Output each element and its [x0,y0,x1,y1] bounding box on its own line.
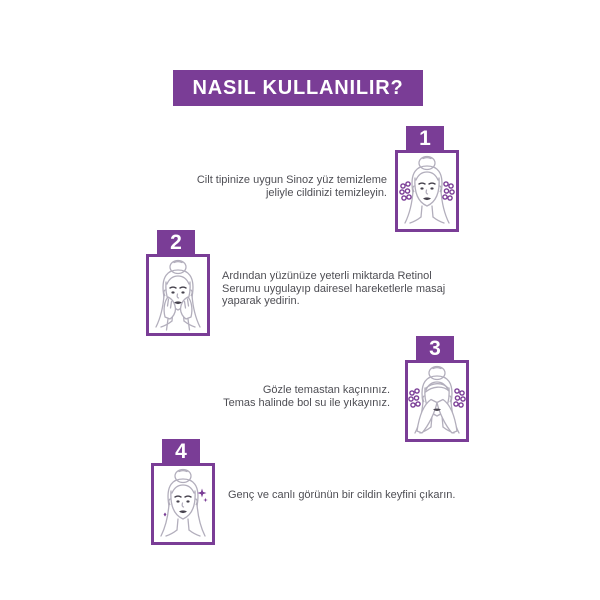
step-3-description [150,384,390,409]
step-text-line: Gözle temastan kaçınınız. [262,384,390,396]
step-1-illustration-frame [395,150,459,232]
woman-covering-eyes-illustration [408,363,466,439]
step-text-line: Temas halinde bol su ile yıkayınız. [223,396,390,409]
woman-massaging-serum-illustration [149,257,207,333]
step-text-line: Genç ve canlı görünün bir cildin keyfini çıkarın. [228,489,456,501]
step-3-illustration-frame [405,360,469,442]
step-text-line: Ardından yüzünüze yeterli miktarda Retinol [222,270,432,282]
step-2-number-badge: 2 [157,230,195,255]
step-2-description [222,270,482,308]
step-1-description [147,174,387,199]
step-4-illustration-frame [151,463,215,545]
step-4-description [228,489,528,502]
page-title: NASIL KULLANILIR? [173,70,423,106]
woman-washing-face-illustration [398,153,456,229]
step-2-illustration-frame [146,254,210,336]
step-text-line: yaparak yedirin. [222,295,300,307]
step-text-line: Serumu uygulayıp dairesel hareketlerle masaj [222,282,446,295]
step-4-number-badge: 4 [162,439,200,464]
step-1-number-badge: 1 [406,126,444,151]
step-text-line: jeliyle cildinizi temizleyin. [265,186,387,199]
woman-glowing-skin-illustration [154,466,212,542]
step-3-number-badge: 3 [416,336,454,361]
step-text-line: Cilt tipinize uygun Sinoz yüz temizleme [196,174,387,186]
